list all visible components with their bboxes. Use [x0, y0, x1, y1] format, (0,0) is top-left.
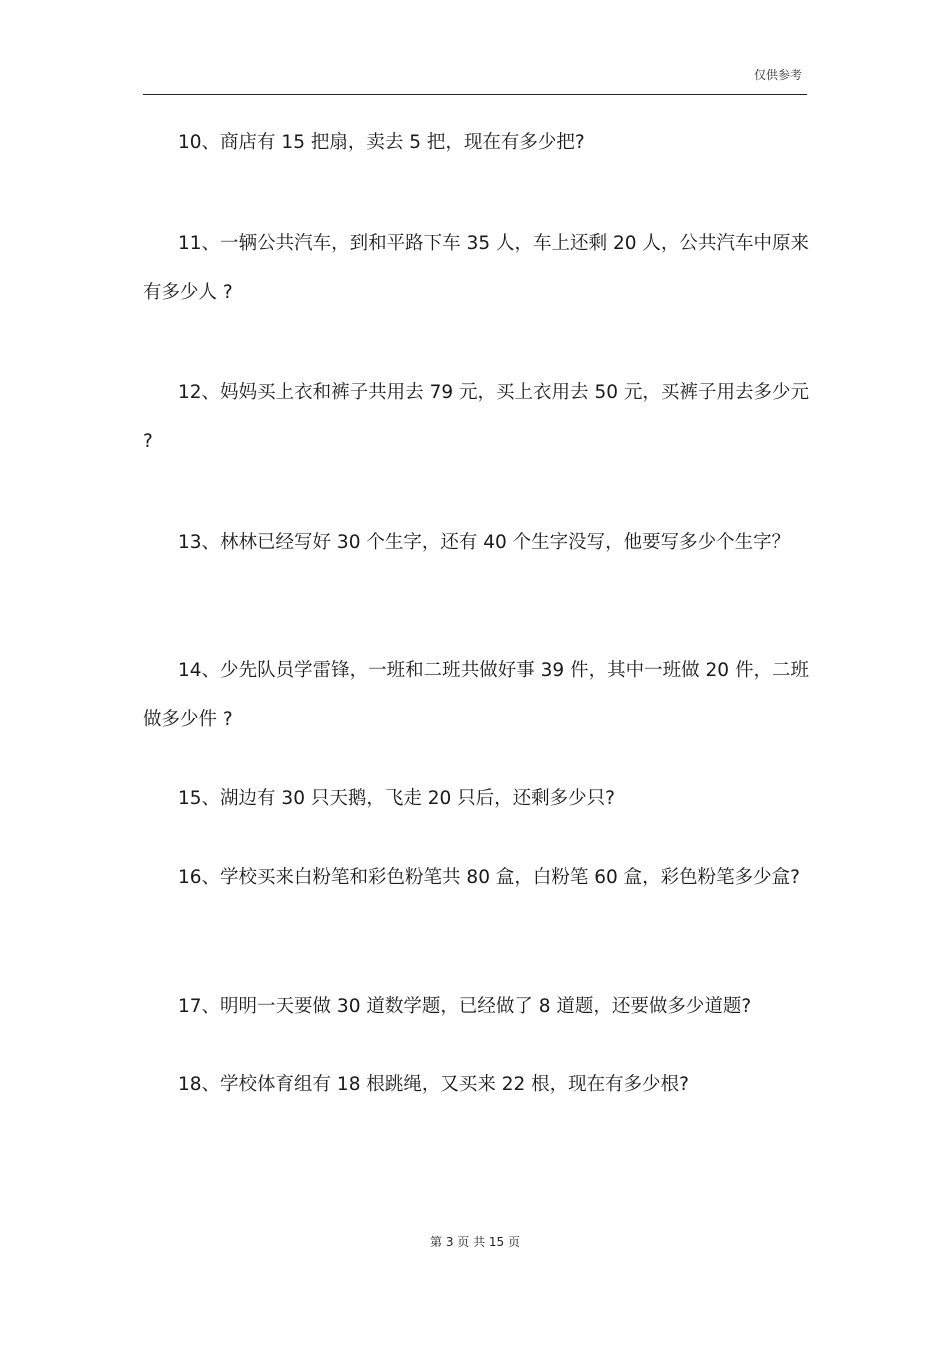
page-number-footer: 第 3 页 共 15 页 [430, 1235, 520, 1249]
problem-11: 11、一辆公共汽车，到和平路下车 35 人，车上还剩 20 人，公共汽车中原来有多少人 ? [143, 233, 809, 303]
problem-16: 16、学校买来白粉笔和彩色粉笔共 80 盒，白粉笔 60 盒，彩色粉笔多少盒? [178, 867, 800, 888]
problem-17: 17、明明一天要做 30 道数学题，已经做了 8 道题，还要做多少道题? [178, 996, 752, 1017]
problem-13: 13、林林已经写好 30 个生字，还有 40 个生字没写，他要写多少个生字？ [178, 532, 791, 553]
problem-14: 14、少先队员学雷锋，一班和二班共做好事 39 件，其中一班做 20 件，二班做多少件 ? [143, 660, 809, 730]
problem-12: 12、妈妈买上衣和裤子共用去 79 元，买上衣用去 50 元，买裤子用去多少元 ? [143, 382, 809, 452]
problem-18: 18、学校体育组有 18 根跳绳，又买来 22 根，现在有多少根? [178, 1074, 689, 1095]
problem-10: 10、商店有 15 把扇，卖去 5 把，现在有多少把? [178, 132, 585, 153]
problem-15: 15、湖边有 30 只天鹅，飞走 20 只后，还剩多少只? [178, 788, 615, 809]
header-divider [143, 94, 807, 95]
header-note: 仅供参考 [753, 68, 802, 82]
